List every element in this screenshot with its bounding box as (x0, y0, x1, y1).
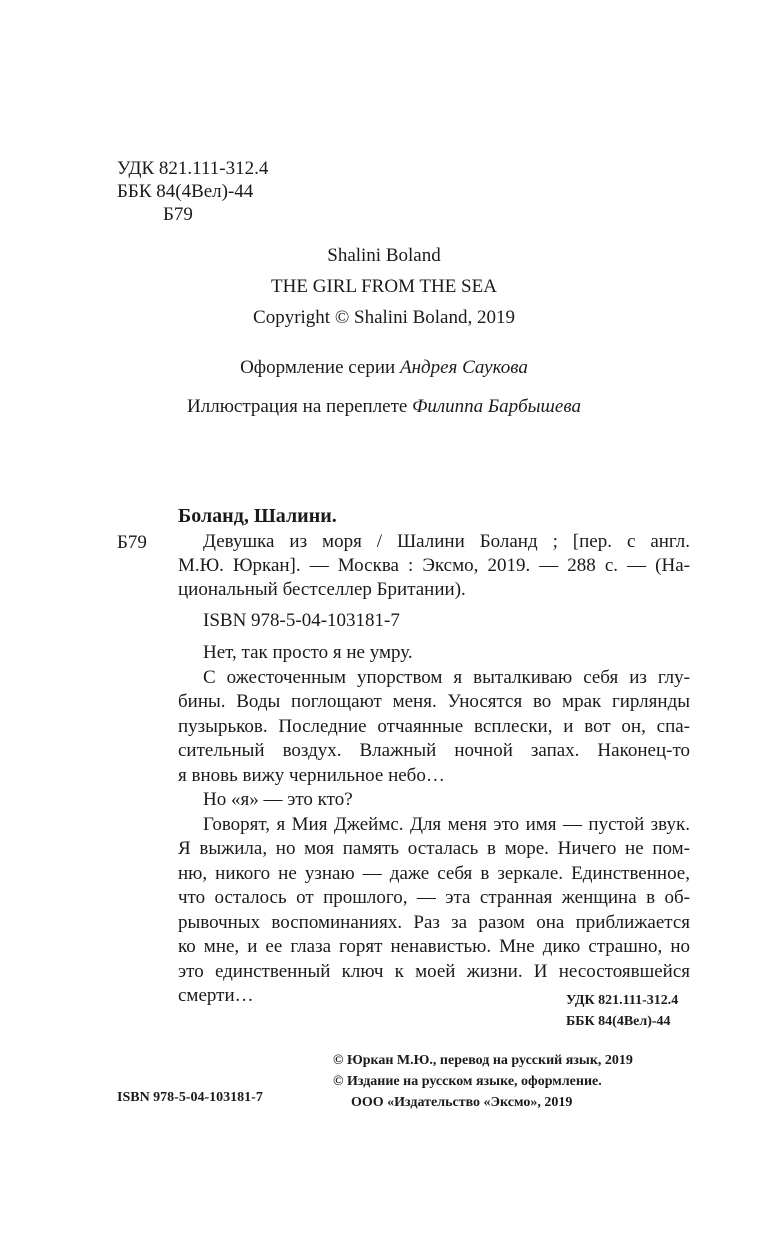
series-design-name: Андрея Саукова (399, 357, 528, 378)
annotation-line: это единственный ключ к моей жизни. И несостоявшейся (178, 960, 690, 982)
original-title: THE GIRL FROM THE SEA (271, 276, 497, 297)
bbk-code: ББК 84(4Вел)-44 (117, 181, 254, 202)
annotation-line: бины. Воды поглощают меня. Уносятся во мрак гирлянды (178, 691, 690, 712)
illustration-name: Филиппа Барбышева (412, 396, 581, 417)
copyright-publisher: ООО «Издательство «Эксмо», 2019 (351, 1095, 573, 1110)
record-line-1: Девушка из моря / Шалини Боланд ; [пер. с англ. (203, 531, 690, 552)
annotation-paragraph-4 (178, 813, 690, 1009)
annotation-paragraph-2 (178, 666, 690, 789)
footer-isbn: ISBN 978-5-04-103181-7 (117, 1090, 263, 1105)
illustration-label: Иллюстрация на переплете (187, 396, 408, 417)
annotation-paragraph-3: Но «я» — это кто? (203, 789, 353, 810)
illustration-credit (0, 396, 768, 418)
annotation-line: Я выжила, но моя память осталась в море. Ничего не пом- (178, 838, 690, 859)
original-copyright: Copyright © Shalini Boland, 2019 (253, 307, 515, 328)
copyright-translation: © Юркан М.Ю., перевод на русский язык, 2019 (333, 1053, 633, 1068)
record-line-3: циональный бестселлер Британии). (178, 579, 466, 600)
footer-bbk: ББК 84(4Вел)-44 (566, 1014, 671, 1029)
annotation-line: Говорят, я Мия Джеймс. Для меня это имя — пустой звук. (203, 813, 690, 835)
footer-codes (566, 990, 678, 1032)
footer-udk: УДК 821.111-312.4 (566, 993, 679, 1008)
annotation-line: смерти… (178, 985, 254, 1006)
annotation-line: сительный воздух. Влажный ночной запах. Наконец-то (178, 740, 690, 761)
annotation-line: пузырьков. Последние отчаянные всплески, и вот он, спа- (178, 715, 690, 737)
annotation-line: ко мне, и ее глаза горят ненавистью. Мне дико страшно, но (178, 936, 690, 957)
series-design-credit (0, 357, 768, 379)
annotation-paragraph-1: Нет, так просто я не умру. (203, 642, 413, 663)
record-isbn: ISBN 978-5-04-103181-7 (203, 610, 400, 631)
annotation-line: С ожесточенным упорством я выталкиваю себя из глу- (203, 666, 690, 688)
record-line-2: М.Ю. Юркан]. — Москва : Эксмо, 2019. — 288 с. — (На- (178, 555, 690, 576)
record-description (178, 530, 690, 602)
series-design-label: Оформление серии (240, 357, 396, 378)
copyright-block (333, 1050, 633, 1113)
copyright-edition: © Издание на русском языке, оформление. (333, 1074, 602, 1089)
author-sign: Б79 (163, 204, 193, 225)
original-author: Shalini Boland (327, 245, 441, 266)
classification-codes (117, 157, 268, 226)
record-author-heading: Боланд, Шалини. (178, 505, 337, 527)
annotation-line: я вновь вижу чернильное небо… (178, 764, 445, 786)
annotation-line: что осталось от прошлого, — эта странная женщина в об- (178, 887, 690, 908)
udk-code: УДК 821.111-312.4 (117, 158, 269, 179)
annotation (178, 641, 690, 1009)
record-sign: Б79 (117, 532, 147, 553)
annotation-line: ню, никого не узнаю — даже себя в зеркале. Единственное, (178, 862, 690, 884)
annotation-line: рывочных воспоминаниях. Раз за разом она приближается (178, 911, 690, 933)
